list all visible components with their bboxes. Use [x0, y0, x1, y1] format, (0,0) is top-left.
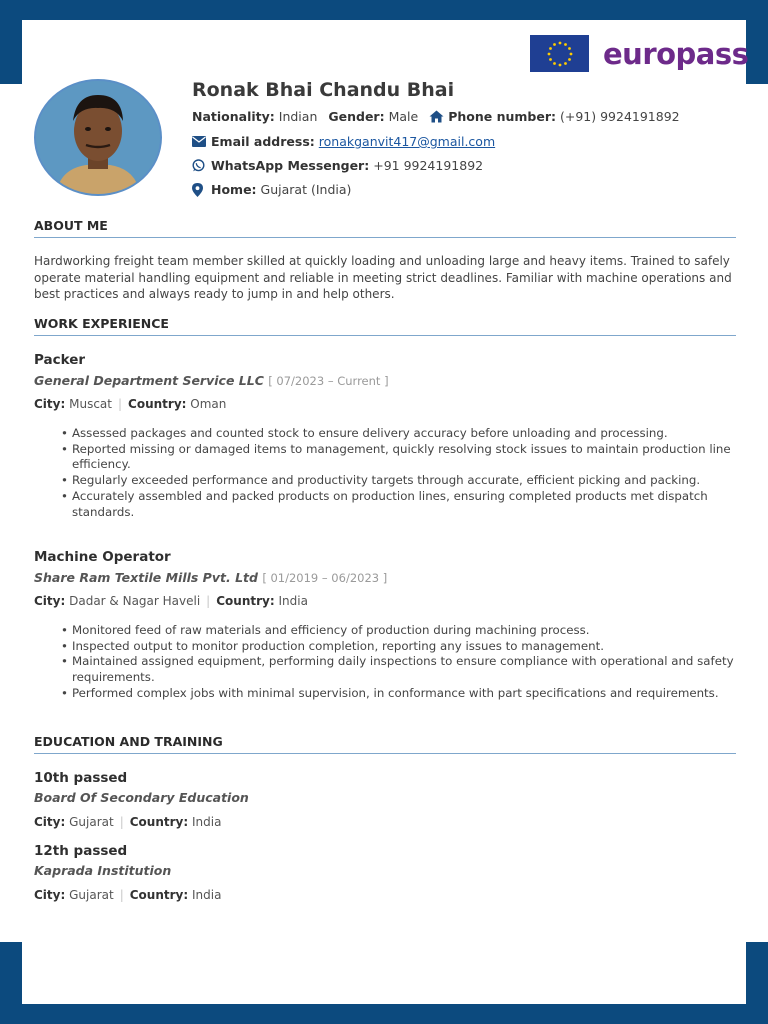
europass-wordmark: europass — [603, 36, 749, 71]
education-heading: EDUCATION AND TRAINING — [34, 734, 736, 754]
job-duties-list — [50, 426, 738, 520]
job-employer — [34, 373, 389, 388]
list-item: • Assessed packages and counted stock to ensure delivery accuracy before unloading and processing. — [50, 426, 738, 442]
city-label: City: — [34, 815, 66, 829]
list-item: • Regularly exceeded performance and productivity targets through accurate, efficient picking and packing. — [50, 473, 738, 489]
europass-logo — [530, 35, 748, 72]
city-label: City: — [34, 594, 66, 608]
phone-label: Phone number: — [448, 109, 556, 124]
work-heading: WORK EXPERIENCE — [34, 316, 736, 336]
country-value: India — [192, 815, 222, 829]
job-title: Packer — [34, 352, 86, 368]
country-value: India — [278, 594, 308, 608]
whatsapp-row — [192, 158, 483, 173]
job-dates: [ 01/2019 – 06/2023 ] — [262, 571, 388, 585]
education-title: 12th passed — [34, 843, 128, 859]
candidate-name: Ronak Bhai Chandu Bhai — [192, 79, 455, 101]
list-item: • Monitored feed of raw materials and efficiency of production during machining process. — [50, 623, 738, 639]
about-text: Hardworking freight team member skilled at quickly loading and unloading large and heavy items. Trained to safely operate material handling equipment and reliable in meeting strict deadlines. Familiar with machine operations and best practices and always ready to jump in and help others. — [34, 254, 732, 301]
country-value: Oman — [190, 397, 227, 411]
envelope-icon — [192, 134, 207, 149]
phone-value: (+91) 9924191892 — [559, 109, 680, 124]
whatsapp-icon — [192, 158, 207, 173]
home-value: Gujarat (India) — [260, 182, 352, 197]
city-value: Gujarat — [69, 815, 114, 829]
home-phone-icon — [429, 109, 444, 124]
education-location: City: Gujarat | Country: India — [34, 888, 222, 902]
whatsapp-value: +91 9924191892 — [373, 158, 484, 173]
job-title: Machine Operator — [34, 549, 171, 565]
country-value: India — [192, 888, 222, 902]
city-label: City: — [34, 397, 66, 411]
education-institution: Board Of Secondary Education — [34, 790, 249, 805]
country-label: Country: — [129, 815, 189, 829]
job-location: City: Dadar & Nagar Haveli | Country: India — [34, 594, 308, 608]
city-value: Gujarat — [69, 888, 114, 902]
list-item: • Reported missing or damaged items to management, quickly resolving stock issues to maintain production line efficiency. — [50, 442, 738, 473]
list-item: • Performed complex jobs with minimal supervision, in conformance with part specifications and requirements. — [50, 686, 738, 702]
email-label: Email address: — [211, 134, 315, 149]
list-item: • Maintained assigned equipment, performing daily inspections to ensure compliance with operational and safety requirements. — [50, 654, 738, 685]
nationality-value: Indian — [278, 109, 318, 124]
email-row — [192, 134, 495, 149]
education-title: 10th passed — [34, 770, 128, 786]
city-value: Muscat — [69, 397, 112, 411]
home-label: Home: — [211, 182, 257, 197]
education-institution: Kaprada Institution — [34, 863, 172, 878]
city-value: Dadar & Nagar Haveli — [69, 594, 201, 608]
city-label: City: — [34, 888, 66, 902]
gender-label: Gender: — [328, 109, 385, 124]
employer-name: General Department Service LLC — [34, 373, 264, 388]
list-item: • Inspected output to monitor production completion, reporting any issues to management. — [50, 639, 738, 655]
map-pin-icon — [192, 182, 207, 197]
cv-sheet — [22, 20, 749, 1004]
home-row — [192, 182, 351, 197]
personal-info-row — [192, 109, 680, 124]
profile-photo — [34, 79, 162, 196]
gender-value: Male — [388, 109, 419, 124]
job-employer — [34, 570, 387, 585]
country-label: Country: — [129, 888, 189, 902]
about-heading: ABOUT ME — [34, 218, 736, 238]
eu-flag-icon — [530, 35, 589, 72]
nationality-label: Nationality: — [192, 109, 275, 124]
employer-name: Share Ram Textile Mills Pvt. Ltd — [34, 570, 258, 585]
country-label: Country: — [216, 594, 275, 608]
list-item: • Accurately assembled and packed products on production lines, ensuring completed products met dispatch standards. — [50, 489, 738, 520]
job-dates: [ 07/2023 – Current ] — [268, 374, 389, 388]
whatsapp-label: WhatsApp Messenger: — [211, 158, 370, 173]
education-location: City: Gujarat | Country: India — [34, 815, 222, 829]
job-duties-list — [50, 623, 738, 702]
country-label: Country: — [128, 397, 187, 411]
job-location: City: Muscat | Country: Oman — [34, 397, 227, 411]
email-link[interactable]: ronakganvit417@gmail.com — [318, 134, 496, 149]
